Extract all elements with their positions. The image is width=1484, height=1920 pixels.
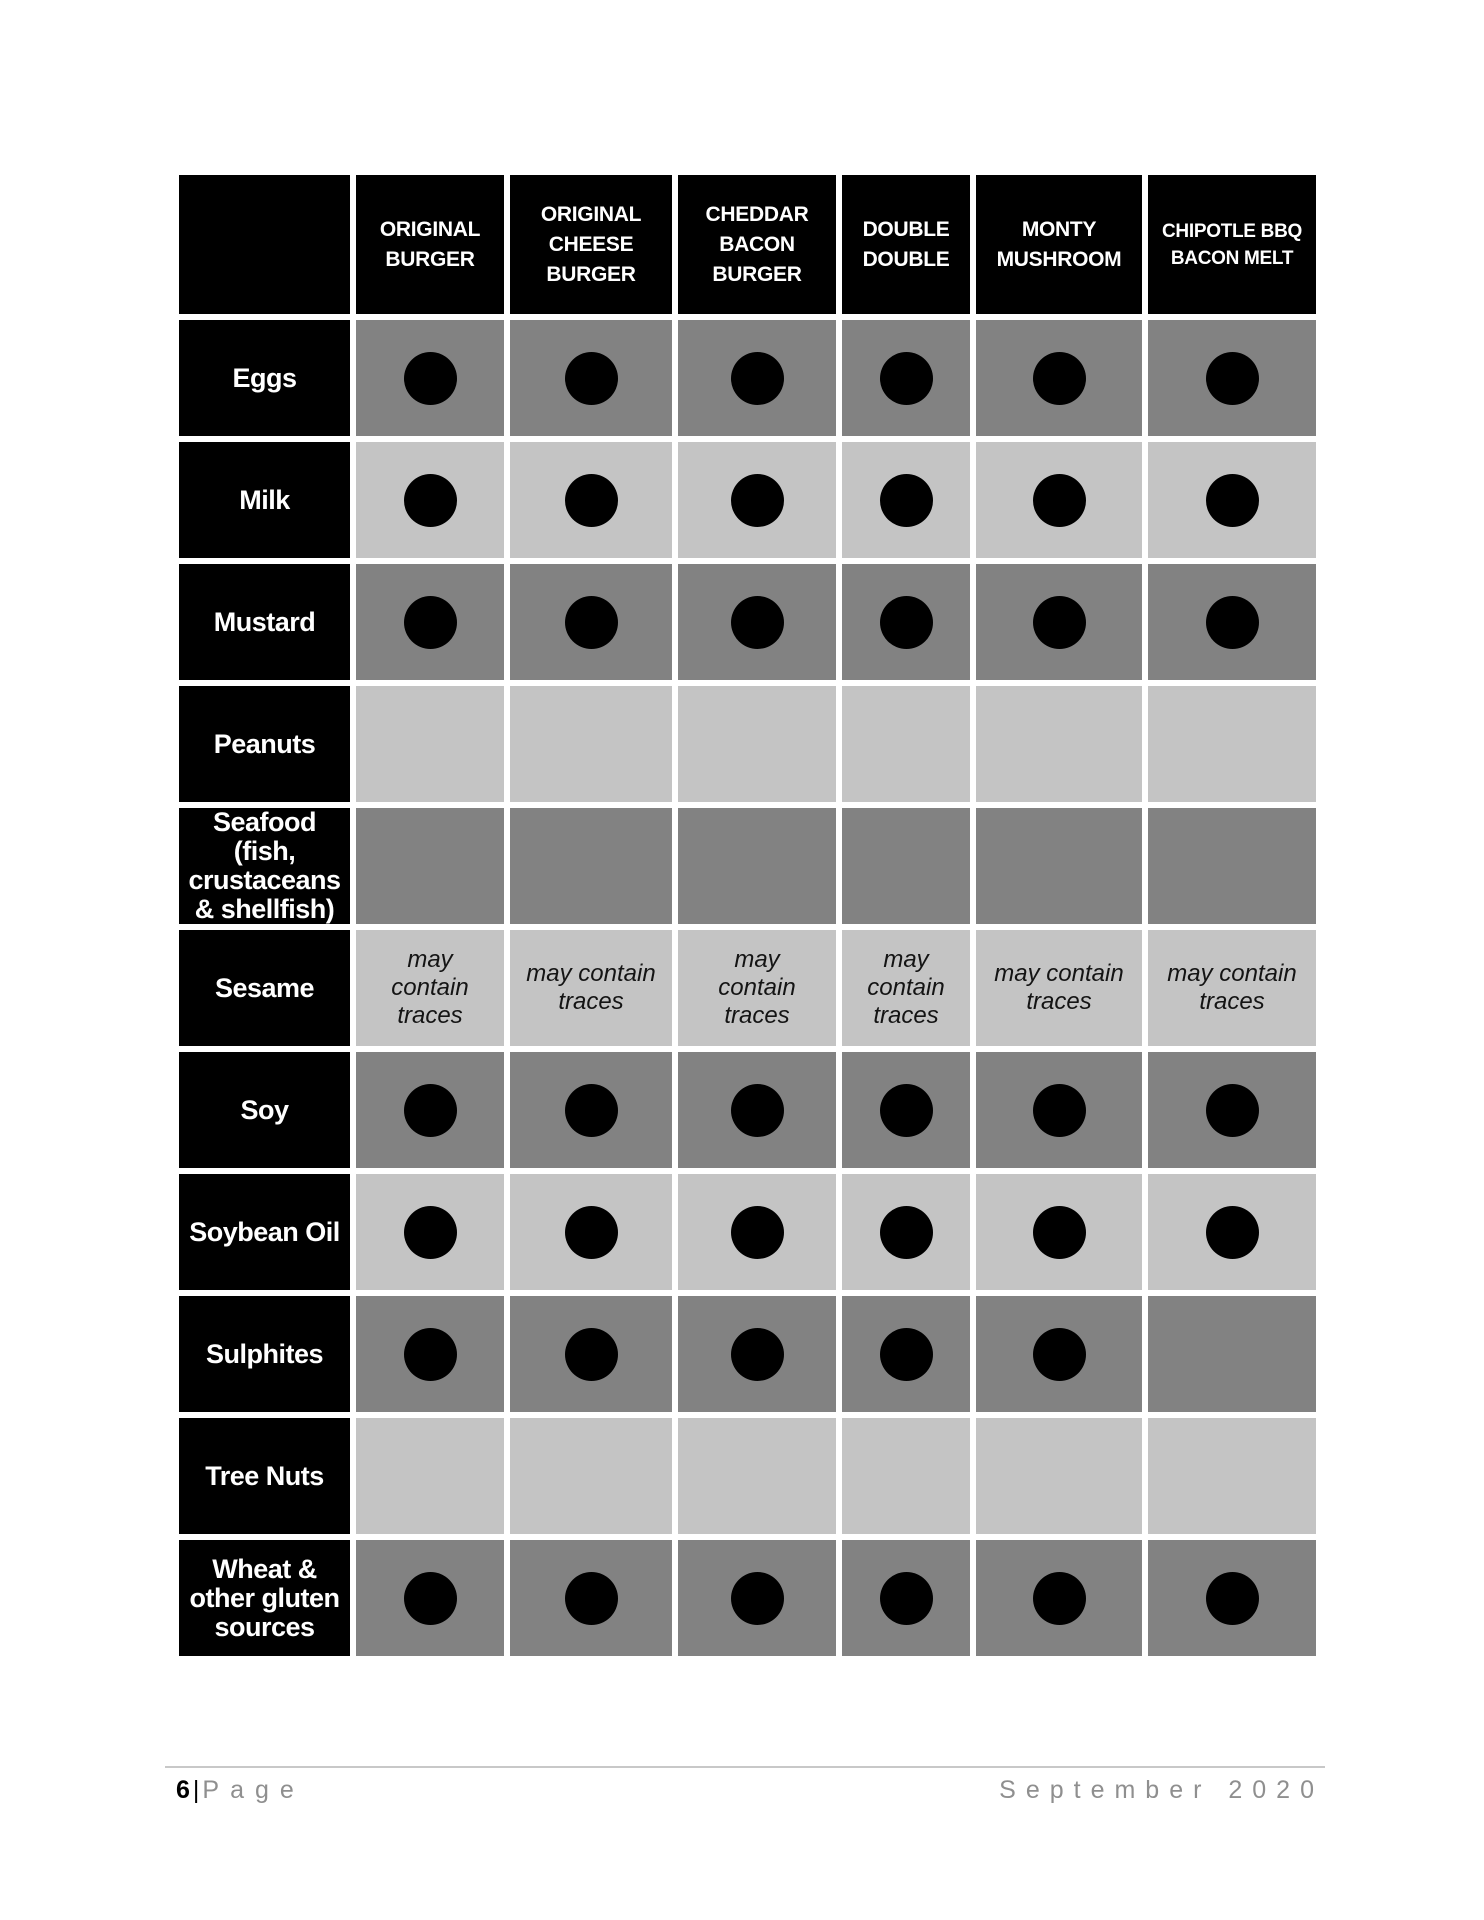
allergen-dot-icon xyxy=(404,474,457,527)
allergen-dot-icon xyxy=(880,1328,933,1381)
allergen-cell xyxy=(1145,927,1319,1049)
allergen-cell xyxy=(1145,317,1319,439)
allergen-cell xyxy=(353,1293,507,1415)
allergen-dot-icon xyxy=(1033,1328,1086,1381)
allergen-cell xyxy=(675,1171,839,1293)
allergen-dot-icon xyxy=(565,474,618,527)
traces-note: may contain traces xyxy=(526,960,656,1015)
allergen-dot-icon xyxy=(1206,1084,1259,1137)
allergen-cell xyxy=(973,1293,1145,1415)
column-header: MONTY MUSHROOM xyxy=(973,172,1145,317)
allergen-cell xyxy=(839,927,973,1049)
allergen-cell xyxy=(973,1415,1145,1537)
allergen-dot-icon xyxy=(880,1206,933,1259)
allergen-dot-icon xyxy=(880,1572,933,1625)
allergen-cell xyxy=(675,805,839,927)
allergen-dot-icon xyxy=(1033,1084,1086,1137)
allergen-cell xyxy=(507,1049,675,1171)
row-label: Sulphites xyxy=(176,1293,353,1415)
allergen-dot-icon xyxy=(731,1572,784,1625)
allergen-dot-icon xyxy=(880,352,933,405)
allergen-cell xyxy=(353,439,507,561)
allergen-cell xyxy=(353,1049,507,1171)
page-number: 6 xyxy=(176,1776,193,1804)
allergen-cell xyxy=(973,927,1145,1049)
allergen-cell xyxy=(675,1537,839,1659)
footer-separator: | xyxy=(192,1776,203,1804)
table-corner-cell xyxy=(176,172,353,317)
allergen-dot-icon xyxy=(565,1084,618,1137)
column-header: ORIGINAL CHEESE BURGER xyxy=(507,172,675,317)
allergen-cell xyxy=(675,439,839,561)
traces-note: may contain traces xyxy=(718,946,796,1029)
allergen-cell xyxy=(973,1537,1145,1659)
allergen-dot-icon xyxy=(1206,1572,1259,1625)
allergen-cell xyxy=(507,439,675,561)
allergen-cell xyxy=(675,1415,839,1537)
footer-page-word: Page xyxy=(202,1776,305,1804)
allergen-dot-icon xyxy=(731,474,784,527)
row-label: Seafood (fish, crustaceans & shellfish) xyxy=(176,805,353,927)
row-label: Peanuts xyxy=(176,683,353,805)
allergen-cell xyxy=(353,1415,507,1537)
allergen-dot-icon xyxy=(731,1084,784,1137)
allergen-cell xyxy=(839,317,973,439)
allergen-cell xyxy=(839,1049,973,1171)
row-label: Mustard xyxy=(176,561,353,683)
footer-divider xyxy=(165,1766,1325,1768)
traces-note: may contain traces xyxy=(994,960,1124,1015)
allergen-dot-icon xyxy=(1206,474,1259,527)
allergen-cell xyxy=(507,561,675,683)
allergen-cell xyxy=(839,805,973,927)
allergen-cell xyxy=(973,683,1145,805)
row-label: Wheat & other gluten sources xyxy=(176,1537,353,1659)
allergen-cell xyxy=(507,927,675,1049)
allergen-cell xyxy=(839,683,973,805)
allergen-cell xyxy=(1145,1171,1319,1293)
allergen-cell xyxy=(973,439,1145,561)
allergen-table xyxy=(176,172,1319,1659)
traces-note: may contain traces xyxy=(391,946,469,1029)
allergen-cell xyxy=(973,805,1145,927)
allergen-dot-icon xyxy=(880,1084,933,1137)
allergen-cell xyxy=(839,1415,973,1537)
allergen-dot-icon xyxy=(565,1328,618,1381)
allergen-cell xyxy=(973,1171,1145,1293)
footer-date: September 2020 xyxy=(999,1776,1324,1804)
allergen-cell xyxy=(1145,1415,1319,1537)
allergen-dot-icon xyxy=(404,352,457,405)
allergen-cell xyxy=(507,1171,675,1293)
allergen-dot-icon xyxy=(565,1572,618,1625)
allergen-cell xyxy=(973,1049,1145,1171)
allergen-dot-icon xyxy=(565,596,618,649)
allergen-cell xyxy=(507,317,675,439)
allergen-cell xyxy=(1145,805,1319,927)
allergen-cell xyxy=(507,1415,675,1537)
allergen-cell xyxy=(1145,1293,1319,1415)
row-label: Soy xyxy=(176,1049,353,1171)
allergen-cell xyxy=(675,1293,839,1415)
allergen-cell xyxy=(507,683,675,805)
allergen-dot-icon xyxy=(1206,352,1259,405)
traces-note: may contain traces xyxy=(867,946,945,1029)
allergen-cell xyxy=(675,561,839,683)
allergen-dot-icon xyxy=(880,474,933,527)
allergen-cell xyxy=(839,439,973,561)
row-label: Sesame xyxy=(176,927,353,1049)
column-header: DOUBLE DOUBLE xyxy=(839,172,973,317)
allergen-dot-icon xyxy=(1033,474,1086,527)
column-header: ORIGINAL BURGER xyxy=(353,172,507,317)
allergen-cell xyxy=(353,561,507,683)
allergen-dot-icon xyxy=(565,352,618,405)
allergen-dot-icon xyxy=(565,1206,618,1259)
traces-note: may contain traces xyxy=(1167,960,1297,1015)
allergen-cell xyxy=(353,317,507,439)
allergen-dot-icon xyxy=(1033,1572,1086,1625)
allergen-cell xyxy=(1145,561,1319,683)
allergen-dot-icon xyxy=(731,596,784,649)
allergen-cell xyxy=(839,561,973,683)
allergen-cell xyxy=(1145,1049,1319,1171)
allergen-dot-icon xyxy=(404,1084,457,1137)
allergen-cell xyxy=(973,317,1145,439)
allergen-cell xyxy=(507,1537,675,1659)
allergen-dot-icon xyxy=(1206,596,1259,649)
allergen-cell xyxy=(353,927,507,1049)
allergen-cell xyxy=(353,1171,507,1293)
allergen-cell xyxy=(675,927,839,1049)
allergen-cell xyxy=(675,683,839,805)
allergen-cell xyxy=(353,683,507,805)
allergen-cell xyxy=(839,1171,973,1293)
column-header: CHEDDAR BACON BURGER xyxy=(675,172,839,317)
allergen-cell xyxy=(1145,439,1319,561)
row-label: Tree Nuts xyxy=(176,1415,353,1537)
footer-page-info xyxy=(176,1776,305,1805)
allergen-dot-icon xyxy=(1033,1206,1086,1259)
allergen-dot-icon xyxy=(1033,596,1086,649)
row-label: Eggs xyxy=(176,317,353,439)
allergen-dot-icon xyxy=(1206,1206,1259,1259)
allergen-dot-icon xyxy=(404,1206,457,1259)
allergen-dot-icon xyxy=(404,596,457,649)
allergen-cell xyxy=(839,1293,973,1415)
allergen-cell xyxy=(675,1049,839,1171)
allergen-cell xyxy=(1145,683,1319,805)
allergen-dot-icon xyxy=(404,1572,457,1625)
allergen-dot-icon xyxy=(404,1328,457,1381)
allergen-cell xyxy=(507,1293,675,1415)
column-header: CHIPOTLE BBQ BACON MELT xyxy=(1145,172,1319,317)
row-label: Milk xyxy=(176,439,353,561)
allergen-cell xyxy=(839,1537,973,1659)
allergen-cell xyxy=(507,805,675,927)
allergen-cell xyxy=(675,317,839,439)
allergen-dot-icon xyxy=(731,1206,784,1259)
allergen-cell xyxy=(1145,1537,1319,1659)
allergen-dot-icon xyxy=(731,1328,784,1381)
allergen-dot-icon xyxy=(731,352,784,405)
allergen-dot-icon xyxy=(880,596,933,649)
allergen-dot-icon xyxy=(1033,352,1086,405)
row-label: Soybean Oil xyxy=(176,1171,353,1293)
allergen-cell xyxy=(353,805,507,927)
allergen-cell xyxy=(973,561,1145,683)
allergen-cell xyxy=(353,1537,507,1659)
